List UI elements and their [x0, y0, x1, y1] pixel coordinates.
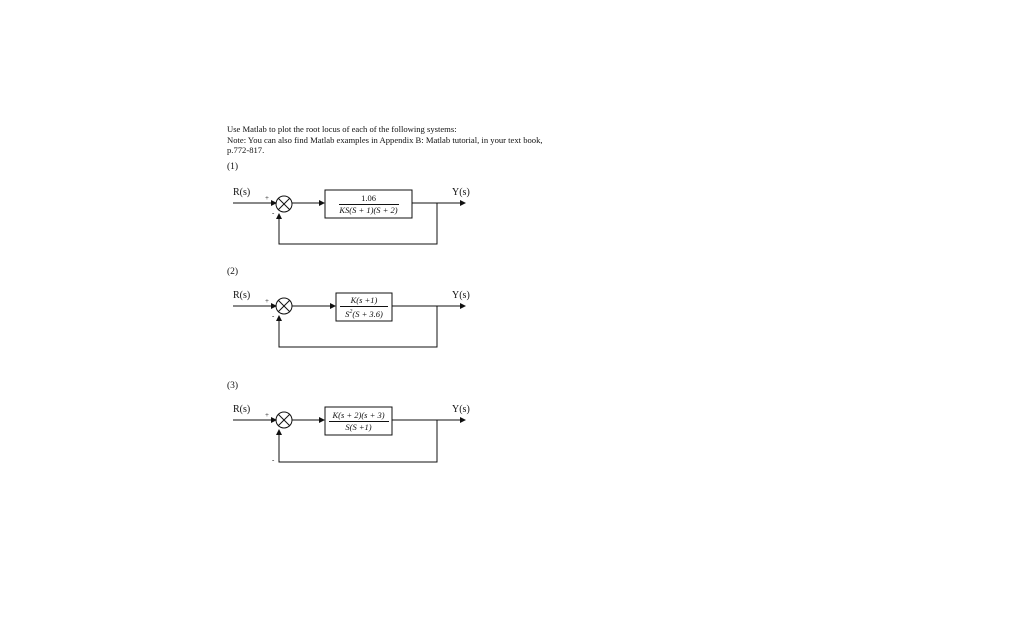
plus-sign-3: + [265, 411, 269, 419]
minus-sign-1: - [272, 209, 275, 217]
instruction-line-1: Use Matlab to plot the root locus of each of the following systems: [227, 124, 457, 134]
input-label-2: R(s) [233, 290, 251, 301]
transfer-function-3 [325, 407, 392, 435]
plus-sign-1: + [265, 194, 269, 202]
instruction-line-2: Note: You can also find Matlab examples in Appendix B: Matlab tutorial, in your text book, [227, 134, 543, 145]
plus-sign-2: + [265, 297, 269, 305]
system-label-3: (3) [227, 381, 239, 391]
output-label-2: Y(s) [452, 290, 470, 301]
denominator-1: KS(S + 1)(S + 2) [339, 205, 398, 215]
denominator-2-exponent: 2 [349, 309, 353, 316]
denominator-2-factor: (S + 3.6) [352, 308, 383, 319]
output-label-1: Y(s) [452, 187, 470, 198]
denominator-2-base: S [345, 308, 350, 319]
numerator-1: 1.06 [361, 193, 376, 203]
numerator-3: K(s + 2)(s + 3) [332, 410, 385, 420]
transfer-function-2 [336, 293, 392, 321]
transfer-function-1 [325, 190, 412, 218]
minus-sign-3: - [272, 456, 275, 464]
output-label-3: Y(s) [452, 404, 470, 415]
minus-sign-2: - [272, 312, 275, 320]
denominator-3: S(S +1) [345, 422, 372, 432]
system-label-1: (1) [227, 162, 239, 172]
denominator-2 [345, 307, 383, 319]
instruction-line-3: p.772-817. [227, 145, 265, 155]
system-label-2: (2) [227, 267, 239, 277]
input-label-1: R(s) [233, 187, 251, 198]
input-label-3: R(s) [233, 404, 251, 415]
numerator-2: K(s +1) [350, 295, 378, 306]
